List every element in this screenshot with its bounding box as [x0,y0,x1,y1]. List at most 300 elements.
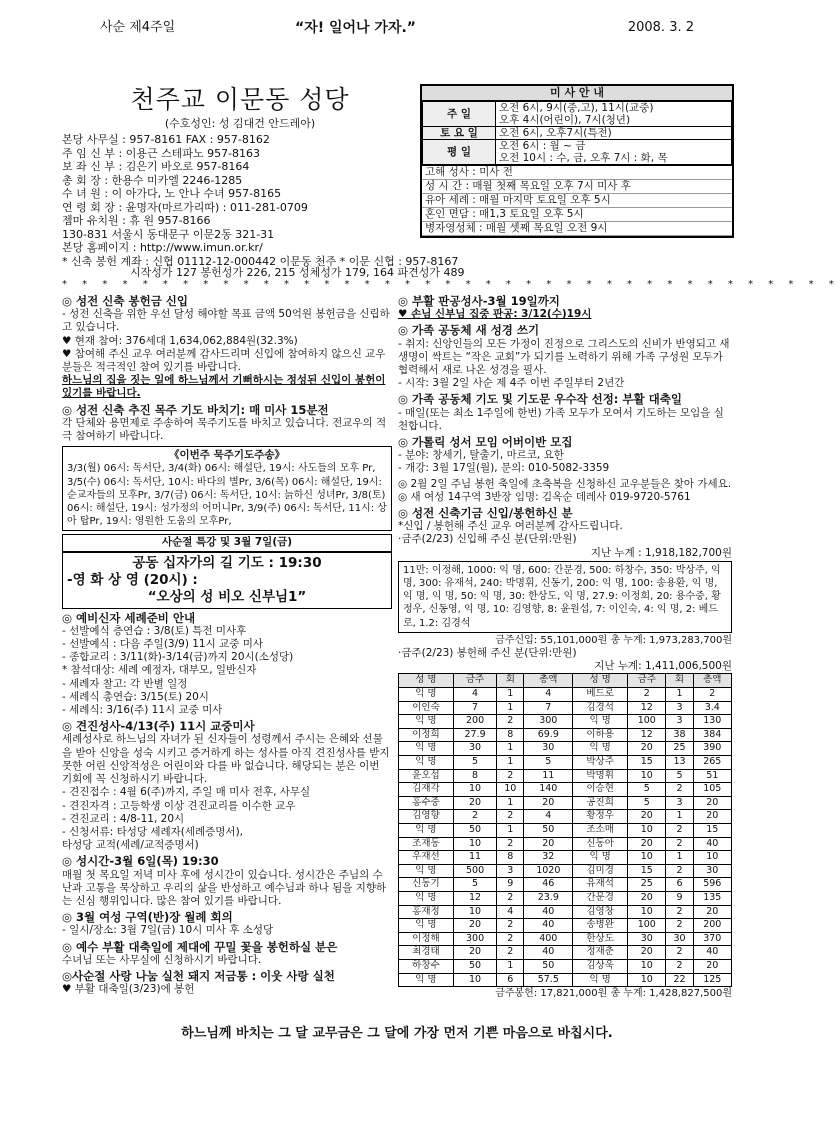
table-cell: 익 명 [399,864,454,878]
section-line: 세례성사로 하느님의 자녀가 된 신자들이 성령께서 주시는 은혜와 선물을 받아 신앙을 성숙 시키고 증거하게 하는 성사를 아직 견진성사를 받지 못한 어린 신앙적성은 어린이와 다를 바 없습니다. 해당되는 분은 이번 기회에 꼭 신청하시기 바랍니다. [62,733,390,786]
table-cell: 20 [693,959,731,973]
lent-event-title: 사순절 특강 및 3월 7일(금) [62,534,392,551]
section-line: ♥ 현재 참여: 376세대 1,634,062,884원(32.3%) [62,334,298,347]
table-cell: 20 [453,946,496,960]
table-cell: 익 명 [399,919,454,933]
table-cell: 4 [497,905,524,919]
contact-line: 본당 홈페이지 : http://www.imun.or.kr/ [62,241,263,255]
table-cell: 384 [693,728,731,742]
table-cell: 5 [524,756,573,770]
table-cell: 5 [453,756,496,770]
table-cell: 200 [693,919,731,933]
table-row [399,905,732,919]
contact-line: 본당 사무실 : 957-8161 FAX : 957-8162 [62,133,270,147]
table-cell: 23.9 [524,891,573,905]
table-cell: 125 [693,973,731,987]
table-cell: 11 [524,769,573,783]
column-header: 회 [497,674,524,688]
table-cell: 조소매 [573,824,628,838]
contact-line: 보 좌 신 부 : 김은기 바오로 957-8164 [62,160,250,174]
sacrament-line: 혼인 면담 : 매1,3 토요일 오후 5시 [422,208,732,222]
table-cell: 김경석 [573,701,628,715]
section-title: ◎ 예수 부활 대축일에 제대에 꾸밀 꽃을 봉헌하실 분은 [62,939,338,954]
table-cell: 1 [497,742,524,756]
section-body: ♥ 손님 신부님 집중 판공: 3/12(수)19시 [398,308,592,321]
table-cell: 20 [524,796,573,810]
section-body [398,449,732,475]
table-cell: 신동기 [399,878,454,892]
table-cell: 10 [628,973,666,987]
rosary-box-text: 3/3(월) 06시: 독서단, 3/4(화) 06시: 해설단, 19시: 사도들의 모후 Pr, 3/5(수) 06시: 독서단, 10시: 바다의 별Pr, 3/6(목) 06시: 해설단, 19시: 순교자들의 모후Pr, 3/7(금) 06시: 독서단, 10시: 늙하신 성녀Pr, 3/8(토) 06시: 해설단, 19시: 성가정의 어머니Pr, 3/9(주) 06시: 독서단, 11시: 상아 탑Pr, 19시: 영원한 도움의 모후Pr, [67,463,387,528]
table-cell: 하창수 [399,959,454,973]
table-cell: 265 [693,756,731,770]
table-cell: 12 [628,728,666,742]
table-cell: 370 [693,932,731,946]
table-cell: 50 [453,824,496,838]
table-cell: 15 [628,756,666,770]
church-name: 천주교 이문동 성당 [130,85,350,114]
section-line: - 견진자격 : 고등학생 이상 견진교리를 이수한 교우 [62,799,296,812]
table-cell: 공진희 [573,796,628,810]
section-line: - 견진접수 : 4월 6(주)까지, 주일 매 미사 전후, 사무실 [62,786,311,799]
table-cell: 4 [524,810,573,824]
table-cell: 20 [693,905,731,919]
section-line: - 견진교리 : 4/8-11, 20시 [62,812,185,825]
pledge-list-box: 11만: 이정해, 1000: 익 명, 600: 간문경, 500: 하창수, 350: 박상주, 익 명, 300: 유재석, 240: 박명휘, 신동기, 200: 익 명, 100: 송용환, 익 명, 익 명, 익 명, 50: 익 명, 30: 한상도, 익 명, 27.9: 이정희, 20: 용수중, 황정우, 신동영, 익 명, 10: 김영향, 8: 윤원섭, 7: 이인숙, 4: 익 명, 2: 베드로, 1.2: 김경석 [398,561,732,633]
table-row [399,837,732,851]
table-row [399,932,732,946]
table-cell: 3 [666,796,693,810]
contact-line: * 신축 봉헌 계좌 : 신협 01112-12-000442 이문동 천주 * 이문 신협 : 957-8167 [62,254,459,268]
mass-time-line: 오후 4시(어린이), 7시(청년) [499,114,631,127]
table-cell: 1 [497,959,524,973]
table-cell: 130 [693,715,731,729]
section-body: ◎ 2월 2일 주님 봉헌 축일에 초축복을 신청하신 교우분들은 찾아 가세요. [398,477,732,490]
table-cell: 20 [628,810,666,824]
table-cell: 김영창 [573,905,628,919]
table-cell: 2 [666,824,693,838]
column-header: 금주 [453,674,496,688]
right-column [398,292,732,1000]
event-line: 공동 십자가의 길 기도 : 19:30 [132,554,322,571]
table-cell: 12 [453,891,496,905]
table-cell: 2 [497,932,524,946]
table-cell: 1 [497,796,524,810]
table-cell: 익 명 [573,851,628,865]
table-cell: 2 [666,905,693,919]
table-cell: 40 [524,919,573,933]
contact-line: 연 령 회 장 : 윤명자(마르가리따) : 011-281-0709 [62,200,308,214]
mass-day: 주 일 [423,102,496,127]
section-body: - 일시/장소: 3월 7일(금) 10시 미사 후 소성당 [62,924,274,937]
mass-day: 평 일 [423,140,496,165]
table-cell: 12 [628,701,666,715]
table-cell: 2 [666,837,693,851]
table-row [399,919,732,933]
table-cell: 9 [497,878,524,892]
lent-event-box [62,552,392,609]
table-cell: 10 [497,783,524,797]
table-cell: 송병완 [573,919,628,933]
table-cell: 최경태 [399,946,454,960]
offering-table [398,673,732,987]
table-cell: 105 [693,783,731,797]
table-cell: 2 [497,715,524,729]
mass-time-line: 오전 6시 : 월 ~ 금 [499,140,586,153]
table-cell: 우재선 [399,851,454,865]
table-cell: 2 [666,783,693,797]
table-cell: 3 [497,864,524,878]
table-cell: 김미경 [573,864,628,878]
table-cell: 20 [693,796,731,810]
table-cell: 익 명 [399,688,454,702]
divider-stars: * * * * * * * * * * * * * * * * * * * * * * * * * * * * * * * * * * * * * * * [62,279,840,290]
table-cell: 13 [666,756,693,770]
table-cell: 익 명 [399,891,454,905]
section-title: ◎ 성시간-3월 6일(목) 19:30 [62,854,219,869]
table-cell: 3.4 [693,701,731,715]
table-cell: 익 명 [573,742,628,756]
table-cell: 이하용 [573,728,628,742]
table-cell: 2 [666,919,693,933]
table-cell: 황정우 [573,810,628,824]
mass-time-line: 오전 6시, 9시(중,고), 11시(교중) [499,102,654,115]
section-title: ◎ 3월 여성 구역(반)장 월례 회의 [62,910,233,925]
section-body [62,625,392,717]
section-line: - 세례식 총연습: 3/15(토) 20시 [62,690,209,703]
table-cell: 2 [497,837,524,851]
event-line: -영 화 상 영 (20시) : [67,571,198,588]
section-body [62,308,392,400]
section-title: ◎ 예비신자 세례준비 안내 [62,610,196,625]
table-cell: 10 [453,837,496,851]
table-row [399,959,732,973]
table-cell: 김재각 [399,783,454,797]
section-line: 타성당 교적(세례/교적증명서) [62,839,199,852]
table-cell: 10 [628,959,666,973]
section-body: 매월 첫 목요일 저녁 미사 후에 성시간이 있습니다. 성시간은 주님의 수난과 고통을 묵상하고 우리의 삶을 반성하고 예수님과 하나 됨을 지향하는 신심 행위입니다. 많은 참여 있기를 바랍니다. [62,868,387,907]
pledge-prev-total: 지난 누계 : 1,918,182,700원 [590,546,732,559]
section-body [62,733,392,852]
event-line: “오상의 성 비오 신부님1” [147,588,307,605]
table-cell: 1 [497,756,524,770]
table-cell: 익 명 [399,756,454,770]
table-cell: 2 [628,688,666,702]
table-cell: 8 [497,728,524,742]
table-row [399,824,732,838]
table-cell: 40 [524,946,573,960]
table-cell: 김상욱 [573,959,628,973]
table-cell: 300 [453,932,496,946]
table-cell: 200 [453,715,496,729]
table-cell: 8 [453,769,496,783]
table-cell: 이정해 [399,932,454,946]
section-title: ◎ 가톨릭 성서 모임 어버이반 모집 [398,435,573,450]
table-row [399,769,732,783]
table-cell: 40 [524,905,573,919]
table-cell: 15 [693,824,731,838]
table-cell: 홍재정 [399,905,454,919]
offer-week-total: 금주봉헌: 17,821,000원 총 누계: 1,428,827,500원 [495,988,732,1000]
table-cell: 20 [524,837,573,851]
table-cell: 69.9 [524,728,573,742]
table-cell: 51 [693,769,731,783]
mass-row [423,140,732,165]
table-cell: 30 [693,864,731,878]
table-cell: 정재춘 [573,946,628,960]
bulletin-header [70,20,724,42]
table-row [399,946,732,960]
contact-line: 130-831 서울시 동대문구 이문2동 321-31 [62,227,275,241]
table-cell: 15 [628,864,666,878]
table-cell: 1 [666,688,693,702]
section-body: 수녀님 또는 사무실에 신청하시기 바랍니다. [62,953,262,966]
mass-time-line: 오전 10시 : 수, 금, 오후 7시 : 화, 목 [499,152,668,165]
table-cell: 10 [453,905,496,919]
section-line: - 성전 신축을 위한 우선 달성 해야할 목표 금액 50억원 봉헌금을 신립하고 있습니다. [62,308,390,334]
table-cell: 2 [693,688,731,702]
left-column [62,292,392,996]
table-cell: 7 [453,701,496,715]
table-cell: 100 [628,919,666,933]
sacrament-line: 유아 세례 : 매월 마지막 토요일 오후 5시 [422,194,732,208]
section-line: - 시작: 3월 2일 사순 제 4주 이번 주일부터 2년간 [398,377,625,390]
table-row [399,728,732,742]
table-cell: 8 [497,851,524,865]
table-row [399,783,732,797]
table-cell: 500 [453,864,496,878]
sacrament-line: 병자영성체 : 매월 셋째 목요일 오전 9시 [422,222,732,236]
sacrament-line: 성 시 간 : 매월 첫째 목요일 오후 7시 미사 후 [422,180,732,194]
table-cell: 46 [524,878,573,892]
table-cell: 3 [666,701,693,715]
table-cell: 10 [628,824,666,838]
table-cell: 박명휘 [573,769,628,783]
section-line: 하느님의 집을 짓는 일에 하느님께서 기뻐하시는 정성된 신입이 봉헌이 있기를 바랍니다. [62,374,386,400]
table-cell: 익 명 [399,715,454,729]
table-cell: 2 [666,864,693,878]
table-row [399,851,732,865]
table-cell: 10 [628,769,666,783]
table-cell: 이인숙 [399,701,454,715]
section-line: - 선발예식 층연습 : 3/8(토) 특전 미사후 [62,624,247,637]
table-cell: 20 [453,919,496,933]
table-cell: 홍수중 [399,796,454,810]
section-title: ◎ 가족 공동체 새 성경 쓰기 [398,323,540,338]
table-cell: 11 [453,851,496,865]
table-row [399,715,732,729]
table-cell: 김영향 [399,810,454,824]
table-cell: 1020 [524,864,573,878]
section-title: ◎사순절 사랑 나눔 실천 돼지 저금통 : 이웃 사랑 실천 [62,968,335,983]
table-cell: 50 [524,959,573,973]
section-line: - 세례식: 3/16(주) 11시 교중 미사 [62,704,223,717]
section-line: - 분야: 창세기, 탈출기, 마르코, 요한 [398,449,564,462]
table-cell: 10 [453,783,496,797]
table-cell: 25 [666,742,693,756]
section-title: ◎ 견진성사-4/13(주) 11시 교중미사 [62,719,255,734]
table-cell: 2 [497,919,524,933]
sacrament-line: 고해 성사 : 미사 전 [422,166,732,180]
table-cell: 신동아 [573,837,628,851]
table-cell: 10 [628,905,666,919]
table-cell: 30 [453,742,496,756]
table-cell: 2 [497,946,524,960]
table-cell: 익 명 [573,715,628,729]
section-line: ♥ 참여해 주신 교우 여러분께 감사드리며 신입에 참여하지 않으신 교우 분들은 적극적인 참여 있기를 바랍니다. [62,347,386,374]
table-cell: 익 명 [573,973,628,987]
section-subtitle: *신입 / 봉헌해 주신 교우 여러분께 감사드립니다. [398,520,623,533]
table-cell: 2 [497,810,524,824]
section-line: * 참석대상: 세례 예정자, 대부모, 일반신자 [62,664,257,677]
mass-table [422,101,732,165]
column-header: 회 [666,674,693,688]
table-header-row [399,674,732,688]
table-cell: 2 [666,959,693,973]
table-cell: 윤오섭 [399,769,454,783]
table-cell: 10 [453,973,496,987]
column-header: 총액 [693,674,731,688]
mass-times [496,127,732,140]
table-cell: 이승현 [573,783,628,797]
table-cell: 1 [497,824,524,838]
table-cell: 10 [693,851,731,865]
table-row [399,688,732,702]
column-header: 성 명 [399,674,454,688]
table-cell: 9 [666,891,693,905]
mass-schedule [420,84,734,238]
section-title: ◎ 성전 신축 추진 목주 기도 바치기: 매 미사 15분전 [62,402,329,417]
section-body [398,338,732,391]
table-cell: 익 명 [399,824,454,838]
contact-line: 젬마 유치원 : 휴 원 957-8166 [62,214,211,228]
section-line: - 신청서류: 타성당 세례자(세례증명서), [62,825,244,838]
table-cell: 27.9 [453,728,496,742]
table-cell: 2 [497,769,524,783]
table-cell: 1 [497,688,524,702]
table-cell: 4 [524,688,573,702]
table-cell: 30 [524,742,573,756]
table-cell: 1 [666,810,693,824]
table-cell: 3 [666,715,693,729]
table-cell: 20 [628,946,666,960]
table-cell: 조재동 [399,837,454,851]
table-cell: 390 [693,742,731,756]
table-cell: 20 [453,796,496,810]
table-row [399,891,732,905]
table-cell: 20 [628,837,666,851]
table-cell: 6 [666,878,693,892]
table-cell: 400 [524,932,573,946]
mass-schedule-title: 미 사 안 내 [422,86,732,101]
table-cell: 5 [628,783,666,797]
section-line: - 취지: 신앙인들의 모든 가정이 진정으로 그리스도의 신비가 반영되고 새 생명이 싹트는 “작은 교회”가 되기를 노력하기 위해 가족 구성원 모두가 협력해서 새로 나온 성경을 필사. [398,337,730,377]
section-line: - 종합교리 : 3/11(화)-3/14(금)까지 20시(소성당) [62,651,294,664]
rosary-box [62,446,392,531]
table-row [399,742,732,756]
column-header: 성 명 [573,674,628,688]
table-row [399,796,732,810]
contact-line: 주 임 신 부 : 이용근 스테파노 957-8163 [62,146,261,160]
offer-label: ·금주(2/23) 봉헌해 주신 분(단위:만원) [398,647,577,660]
column-header: 금주 [628,674,666,688]
section-body: - 매일(또는 최소 1주일에 한번) 가족 모두가 모여서 기도하는 모임을 실천합니다. [398,406,724,432]
section-body: ◎ 새 여성 14구역 3반장 임명: 김옥순 데레사 019-9720-5761 [398,490,691,503]
motto: “자! 일어나 가자.” [295,20,416,36]
pledge-label: ·금주(2/23) 신입해 주신 분(단위:만원) [398,533,577,546]
section-title: ◎ 성전 신축기금 신입/봉헌하신 분 [398,506,573,521]
section-body: ♥ 부활 대축일(3/23)에 봉헌 [62,983,195,996]
table-cell: 135 [693,891,731,905]
mass-times [496,102,732,127]
section-title: ◎ 부활 판공성사-3월 19일까지 [398,294,560,308]
mass-row [423,127,732,140]
sacrament-list [422,165,732,236]
table-cell: 4 [453,688,496,702]
rosary-box-title: 《이번주 묵주기도주송》 [169,449,285,462]
column-header: 총액 [524,674,573,688]
table-cell: 1 [666,851,693,865]
table-cell: 7 [524,701,573,715]
section-title: ◎ 성전 신축 봉헌금 신입 [62,294,189,308]
mass-row [423,102,732,127]
table-cell: 50 [524,824,573,838]
table-cell: 20 [628,891,666,905]
mass-day: 토 요 일 [423,127,496,140]
table-cell: 익 명 [399,742,454,756]
table-cell: 22 [666,973,693,987]
section-line: - 개강: 3월 17일(월), 문의: 010-5082-3359 [398,462,610,475]
table-cell: 20 [693,810,731,824]
bulletin-date: 2008. 3. 2 [627,20,694,35]
table-cell: 300 [524,715,573,729]
section-line: - 세례자 찰고: 각 반별 일정 [62,677,188,690]
table-row [399,756,732,770]
table-cell: 25 [628,878,666,892]
section-body: 각 단체와 용면제로 주송하여 묵주기도를 바치고 있습니다. 전교우의 적극 참여하기 바랍니다. [62,416,387,443]
table-cell: 유재석 [573,878,628,892]
table-cell: 2 [497,891,524,905]
contact-line: 총 회 장 : 한용수 미카엘 2246-1285 [62,173,243,187]
table-cell: 20 [628,742,666,756]
table-cell: 30 [666,932,693,946]
table-cell: 5 [453,878,496,892]
church-info-block [62,80,840,292]
table-cell: 6 [497,973,524,987]
table-cell: 5 [628,796,666,810]
mass-times [496,140,732,165]
table-cell: 익 명 [399,973,454,987]
table-cell: 1 [497,701,524,715]
section-line: - 선발예식 : 다음 주일(3/9) 11시 교중 미사 [62,638,264,651]
table-row [399,973,732,987]
table-cell: 간문경 [573,891,628,905]
table-cell: 베드로 [573,688,628,702]
table-cell: 596 [693,878,731,892]
week-label: 사순 제4주일 [100,20,176,35]
pledge-week-total: 금주신입: 55,101,000원 총 누계: 1,973,283,700원 [495,634,732,646]
table-cell: 박상주 [573,756,628,770]
table-cell: 한상도 [573,932,628,946]
table-cell: 2 [453,810,496,824]
table-row [399,864,732,878]
table-cell: 이정희 [399,728,454,742]
section-title: ◎ 가족 공동체 기도 및 기도문 우수작 선정: 부활 대축일 [398,392,682,407]
table-cell: 5 [666,769,693,783]
footer-message: 하느님께 바치는 그 달 교무금은 그 달에 가장 먼저 기쁜 마음으로 바칩시다. [181,1026,613,1041]
table-cell: 57.5 [524,973,573,987]
table-row [399,810,732,824]
